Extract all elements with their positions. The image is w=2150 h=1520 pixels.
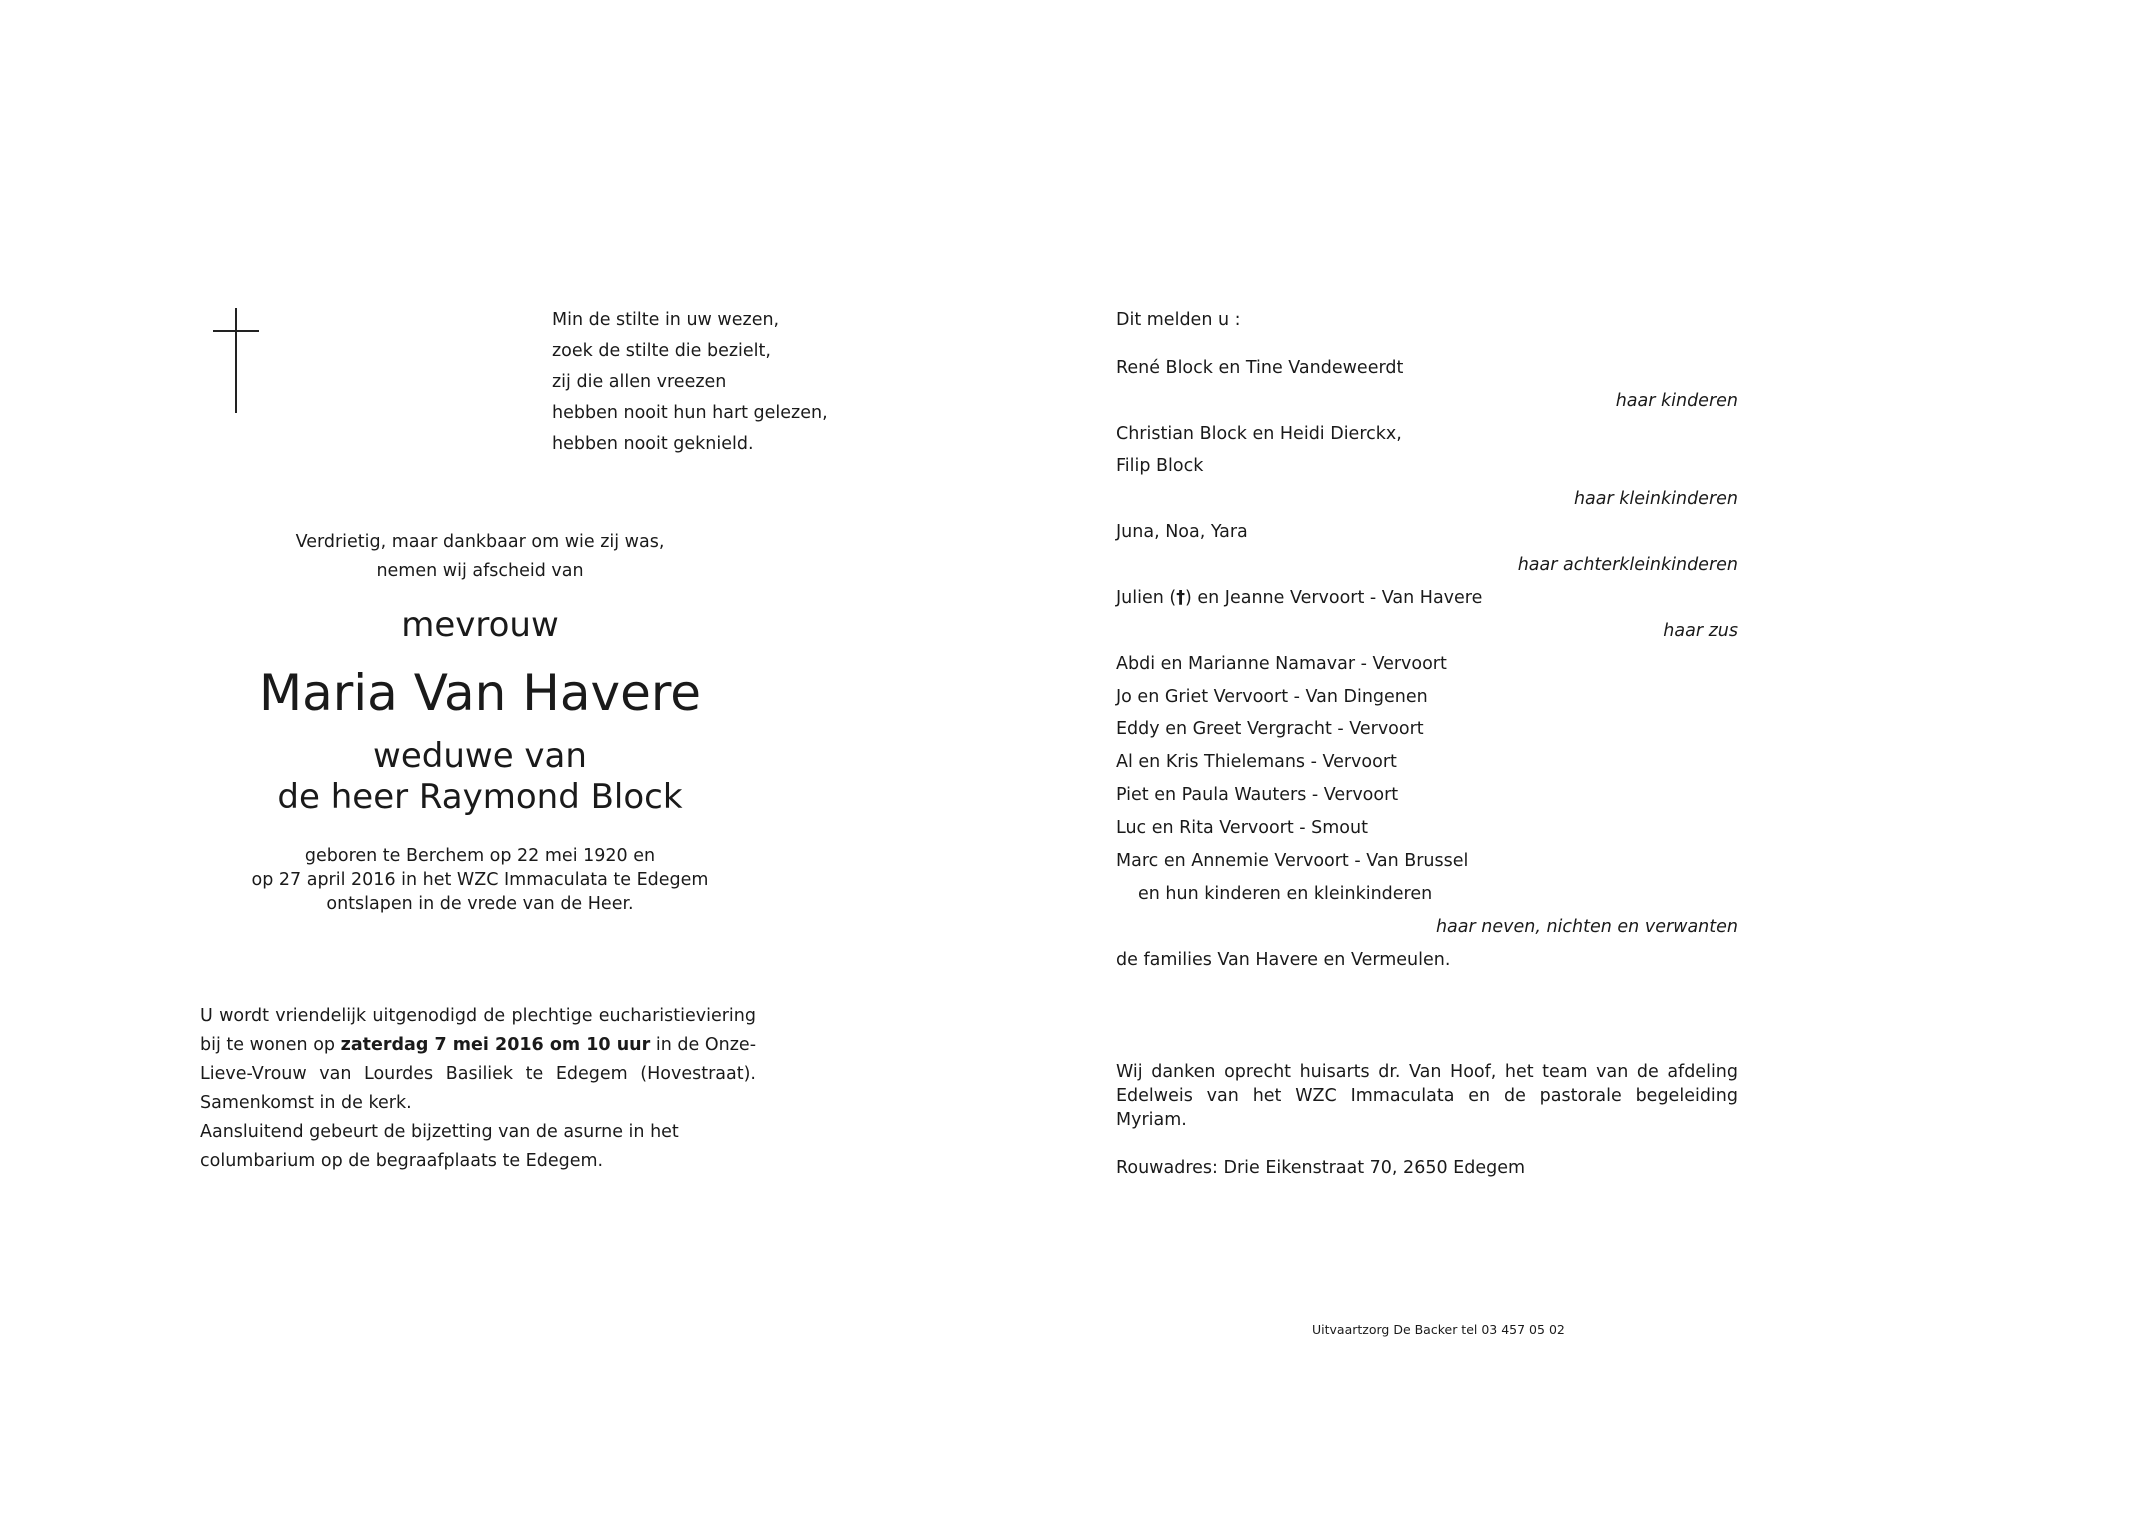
born-line: geboren te Berchem op 22 mei 1920 en (304, 846, 656, 866)
family-entry: Jo en Griet Vervoort - Van Dingenen (1116, 687, 1428, 707)
funeral-home-footer: Uitvaartzorg De Backer tel 03 457 05 02 (1312, 1322, 1565, 1337)
family-entry: René Block en Tine Vandeweerdt (1116, 358, 1404, 378)
born-line: op 27 april 2016 in het WZC Immaculata te Edegem (251, 870, 709, 890)
relation-label: haar kinderen (1615, 391, 1738, 411)
widow-line: weduwe van (373, 736, 587, 776)
poem (552, 305, 828, 460)
intro-line: Verdrietig, maar dankbaar om wie zij was, (295, 532, 665, 552)
mourning-address: Rouwadres: Drie Eikenstraat 70, 2650 Edegem (1116, 1158, 1526, 1178)
family-entry: Abdi en Marianne Namavar - Vervoort (1116, 654, 1447, 674)
family-entry: Piet en Paula Wauters - Vervoort (1116, 785, 1399, 805)
family-entry: Christian Block en Heidi Dierckx, (1116, 424, 1402, 444)
poem-line: zij die allen vreezen (552, 372, 727, 392)
born-line: ontslapen in de vrede van de Heer. (326, 894, 634, 914)
invite-text: U wordt vriendelijk uitgenodigd de plechtige eucharistieviering bij te wonen op (200, 1006, 756, 1055)
birth-death-info (190, 844, 770, 916)
deceased-name: Maria Van Havere (258, 664, 702, 722)
honorific: mevrouw (401, 605, 559, 645)
family-entry: Eddy en Greet Vergracht - Vervoort (1116, 719, 1424, 739)
family-entry: de families Van Havere en Vermeulen. (1116, 950, 1451, 970)
ceremony-date: zaterdag 7 mei 2016 om 10 uur (340, 1035, 651, 1055)
family-entry: Juna, Noa, Yara (1116, 522, 1248, 542)
widow-line: de heer Raymond Block (277, 777, 683, 817)
relation-label: haar neven, nichten en verwanten (1435, 917, 1738, 937)
interment-info: Aansluitend gebeurt de bijzetting van de asurne in het columbarium op de begraafplaats te Edegem. (200, 1122, 679, 1171)
poem-line: hebben nooit geknield. (552, 434, 754, 454)
widow-of (190, 736, 770, 818)
family-list (1116, 358, 1738, 978)
poem-line: Min de stilte in uw wezen, (552, 310, 780, 330)
family-entry: Luc en Rita Vervoort - Smout (1116, 818, 1368, 838)
poem-line: zoek de stilte die bezielt, (552, 341, 771, 361)
relation-label: haar zus (1663, 621, 1738, 641)
family-entry: Al en Kris Thielemans - Vervoort (1116, 752, 1397, 772)
family-entry (1116, 588, 1482, 608)
announce-label: Dit melden u : (1116, 310, 1241, 330)
ceremony-invitation (200, 1002, 756, 1118)
relation-label: haar kleinkinderen (1573, 489, 1738, 509)
family-entry: Marc en Annemie Vervoort - Van Brussel (1116, 851, 1469, 871)
intro-text (190, 528, 770, 586)
thanks-text: Wij danken oprecht huisarts dr. Van Hoof, het team van de afdeling Edelweis van het WZC Immaculata en de pastorale begeleiding Myriam. (1116, 1062, 1738, 1130)
family-entry: en hun kinderen en kleinkinderen (1138, 884, 1433, 904)
intro-line: nemen wij afscheid van (376, 561, 584, 581)
family-entry-text: Julien ( (1116, 588, 1177, 608)
family-entry: Filip Block (1116, 456, 1204, 476)
deceased-cross-icon: † (1176, 588, 1185, 608)
poem-line: hebben nooit hun hart gelezen, (552, 403, 828, 423)
cross-icon (213, 308, 259, 413)
invite-text: in de Onze-Lieve-Vrouw van Lourdes Basiliek te Edegem (Hovestraat). Samenkomst in de kerk. (200, 1035, 757, 1113)
family-entry-text: ) en Jeanne Vervoort - Van Havere (1184, 588, 1483, 608)
relation-label: haar achterkleinkinderen (1517, 555, 1738, 575)
